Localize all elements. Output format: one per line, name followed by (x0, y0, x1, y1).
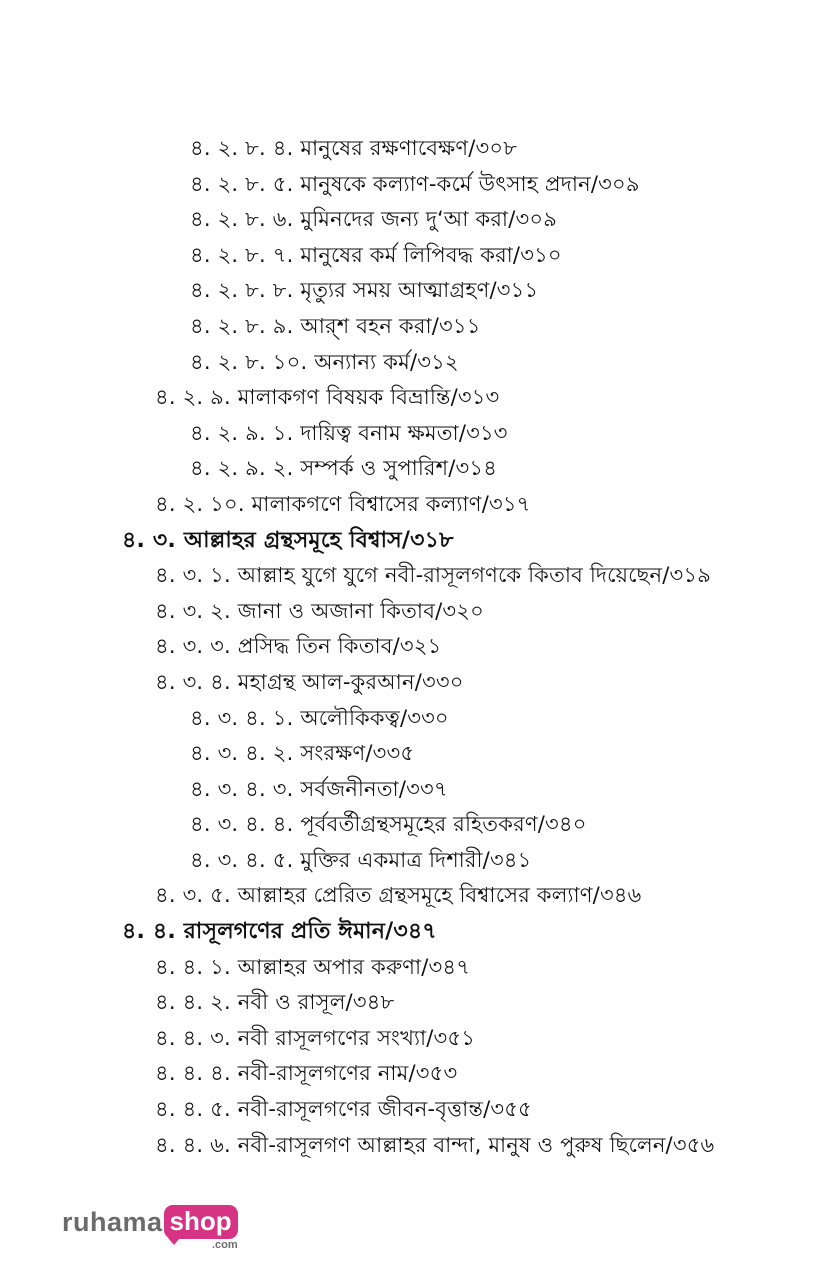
logo-domain: .com (211, 1239, 238, 1251)
toc-entry: ৪. ৪. ৫. নবী-রাসূলগণের জীবন-বৃত্তান্ত/৩৫৫ (155, 1097, 532, 1122)
toc-entry: ৪. ৪. ১. আল্লাহর অপার করুণা/৩৪৭ (155, 954, 471, 979)
toc-entry: ৪. ৩. ৪. ৫. মুক্তির একমাত্র দিশারী/৩৪১ (190, 847, 532, 872)
toc-entry: ৪. ৪. ৬. নবী-রাসূলগণ আল্লাহর বান্দা, মানুষ ও পুরুষ ছিলেন/৩৫৬ (155, 1132, 715, 1157)
toc-entry: ৪. ৩. ৩. প্রসিদ্ধ তিন কিতাব/৩২১ (155, 634, 442, 659)
toc-entry: ৪. ৩. ৪. ৪. পূর্ববর্তীগ্রন্থসমূহের রহিতকরণ/৩৪০ (190, 812, 587, 837)
logo-shop-badge (164, 1205, 238, 1251)
toc-entry: ৪. ২. ৮. ৬. মুমিনদের জন্য দু‘আ করা/৩০৯ (190, 207, 558, 232)
toc-entry: ৪. ২. ৯. ১. দায়িত্ব বনাম ক্ষমতা/৩১৩ (190, 420, 508, 445)
toc-entry: ৪. ৩. ৫. আল্লাহর প্রেরিত গ্রন্থসমূহে বিশ্বাসের কল্যাণ/৩৪৬ (155, 883, 642, 908)
table-of-contents (0, 131, 825, 1163)
toc-entry: ৪. ২. ৮. ১০. অন্যান্য কর্ম/৩১২ (190, 349, 459, 374)
toc-section-heading: ৪. ৩. আল্লাহর গ্রন্থসমূহে বিশ্বাস/৩১৮ (122, 527, 454, 553)
logo-shop-text: shop (164, 1205, 238, 1239)
toc-entry: ৪. ৩. ৪. মহাগ্রন্থ আল-কুরআন/৩৩০ (155, 669, 464, 694)
toc-entry: ৪. ২. ৮. ৮. মৃত্যুর সময় আত্মাগ্রহণ/৩১১ (190, 278, 539, 303)
toc-entry: ৪. ২. ৯. মালাকগণ বিষয়ক বিভ্রান্তি/৩১৩ (155, 385, 500, 410)
toc-entry: ৪. ৩. ১. আল্লাহ যুগে যুগে নবী-রাসূলগণকে কিতাব দিয়েছেন/৩১৯ (155, 563, 712, 588)
toc-entry: ৪. ৪. ৪. নবী-রাসূলগণের নাম/৩৫৩ (155, 1061, 458, 1086)
toc-entry: ৪. ৪. ৩. নবী রাসূলগণের সংখ্যা/৩৫১ (155, 1025, 476, 1050)
toc-section-heading: ৪. ৪. রাসূলগণের প্রতি ঈমান/৩৪৭ (122, 919, 437, 945)
toc-entry: ৪. ২. ১০. মালাকগণে বিশ্বাসের কল্যাণ/৩১৭ (155, 491, 531, 516)
toc-entry: ৪. ৩. ২. জানা ও অজানা কিতাব/৩২০ (155, 598, 484, 623)
toc-entry: ৪. ৩. ৪. ২. সংরক্ষণ/৩৩৫ (190, 741, 415, 766)
toc-entry: ৪. ৪. ২. নবী ও রাসূল/৩৪৮ (155, 990, 395, 1015)
toc-entry: ৪. ২. ৮. ৭. মানুষের কর্ম লিপিবদ্ধ করা/৩১০ (190, 242, 562, 267)
toc-entry: ৪. ২. ৮. ৯. আর্‌শ বহন করা/৩১১ (190, 313, 481, 338)
logo-wordmark: ruhama (62, 1207, 163, 1237)
toc-entry: ৪. ২. ৮. ৪. মানুষের রক্ষণাবেক্ষণ/৩০৮ (190, 136, 518, 160)
toc-entry: ৪. ২. ৯. ২. সম্পর্ক ও সুপারিশ/৩১৪ (190, 456, 498, 481)
ruhamashop-logo (62, 1205, 238, 1255)
toc-entry: ৪. ২. ৮. ৫. মানুষকে কল্যাণ-কর্মে উৎসাহ প্রদান/৩০৯ (190, 171, 640, 196)
toc-entry: ৪. ৩. ৪. ৩. সর্বজনীনতা/৩৩৭ (190, 776, 448, 801)
toc-entry: ৪. ৩. ৪. ১. অলৌকিকত্ব/৩৩০ (190, 705, 449, 730)
